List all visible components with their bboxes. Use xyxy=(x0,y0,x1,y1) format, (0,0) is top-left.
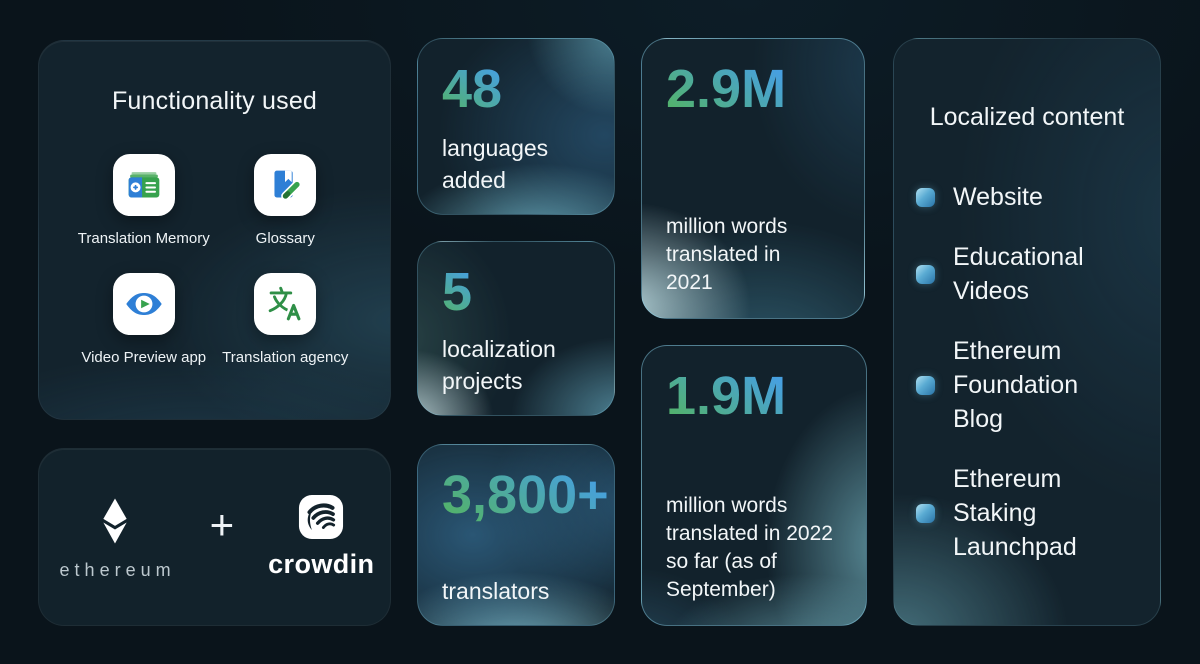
crowdin-logo-icon xyxy=(298,494,344,540)
crowdin-brand xyxy=(268,494,374,580)
video-preview-icon xyxy=(113,273,175,335)
functionality-item-label: Translation Memory xyxy=(77,230,210,247)
plus-icon: + xyxy=(209,501,235,548)
functionality-item-label: Video Preview app xyxy=(81,349,207,366)
list-item-label: Website xyxy=(953,183,1043,211)
bullet-icon xyxy=(916,504,935,523)
functionality-item-glossary xyxy=(215,154,357,247)
ethereum-brand xyxy=(55,494,176,581)
bullet-icon xyxy=(916,265,935,284)
crowdin-wordmark: crowdin xyxy=(268,549,375,579)
ethereum-wordmark: ethereum xyxy=(59,559,176,580)
functionality-grid xyxy=(39,154,390,366)
functionality-item-translation-agency xyxy=(215,273,357,366)
stat-value: 1.9M xyxy=(666,366,787,426)
stat-card-languages xyxy=(417,38,615,215)
list-item-ethereum-foundation-blog xyxy=(916,334,1160,436)
bullet-icon xyxy=(916,376,935,395)
localized-content-list xyxy=(916,180,1160,564)
stat-label: million words translated in 2021 xyxy=(666,215,788,294)
list-item-ethereum-staking-launchpad xyxy=(916,462,1160,564)
list-item-label: Ethereum Foundation Blog xyxy=(953,337,1079,433)
stat-label: localization projects xyxy=(442,336,556,394)
list-item-label: Educational Videos xyxy=(953,243,1084,305)
stat-value: 48 xyxy=(442,59,503,119)
functionality-item-video-preview xyxy=(73,273,215,366)
localized-content-title: Localized content xyxy=(929,103,1125,131)
functionality-item-translation-memory xyxy=(73,154,215,247)
glossary-icon xyxy=(254,154,316,216)
translation-agency-icon xyxy=(254,273,316,335)
translation-memory-icon xyxy=(113,154,175,216)
stat-label: million words translated in 2022 so far (as of September) xyxy=(666,494,833,601)
stat-value: 3,800+ xyxy=(442,465,609,525)
localized-content-card xyxy=(893,38,1161,626)
stat-card-projects xyxy=(417,241,615,416)
stat-value: 5 xyxy=(442,262,473,322)
stat-card-translators xyxy=(417,444,615,626)
functionality-item-label: Glossary xyxy=(255,230,315,247)
list-item-educational-videos xyxy=(916,240,1160,308)
bullet-icon xyxy=(916,188,935,207)
stat-label: translators xyxy=(442,578,550,604)
stat-value: 2.9M xyxy=(666,59,787,119)
list-item-website xyxy=(916,180,1160,214)
stat-label: languages added xyxy=(442,135,549,193)
stat-card-words-2022 xyxy=(641,345,867,626)
list-item-label: Ethereum Staking Launchpad xyxy=(953,465,1077,561)
stat-card-words-2021 xyxy=(641,38,865,319)
functionality-item-label: Translation agency xyxy=(222,349,349,366)
brands-card xyxy=(38,448,391,626)
functionality-card xyxy=(38,40,391,420)
functionality-title: Functionality used xyxy=(111,87,318,115)
ethereum-logo-icon xyxy=(100,494,130,548)
